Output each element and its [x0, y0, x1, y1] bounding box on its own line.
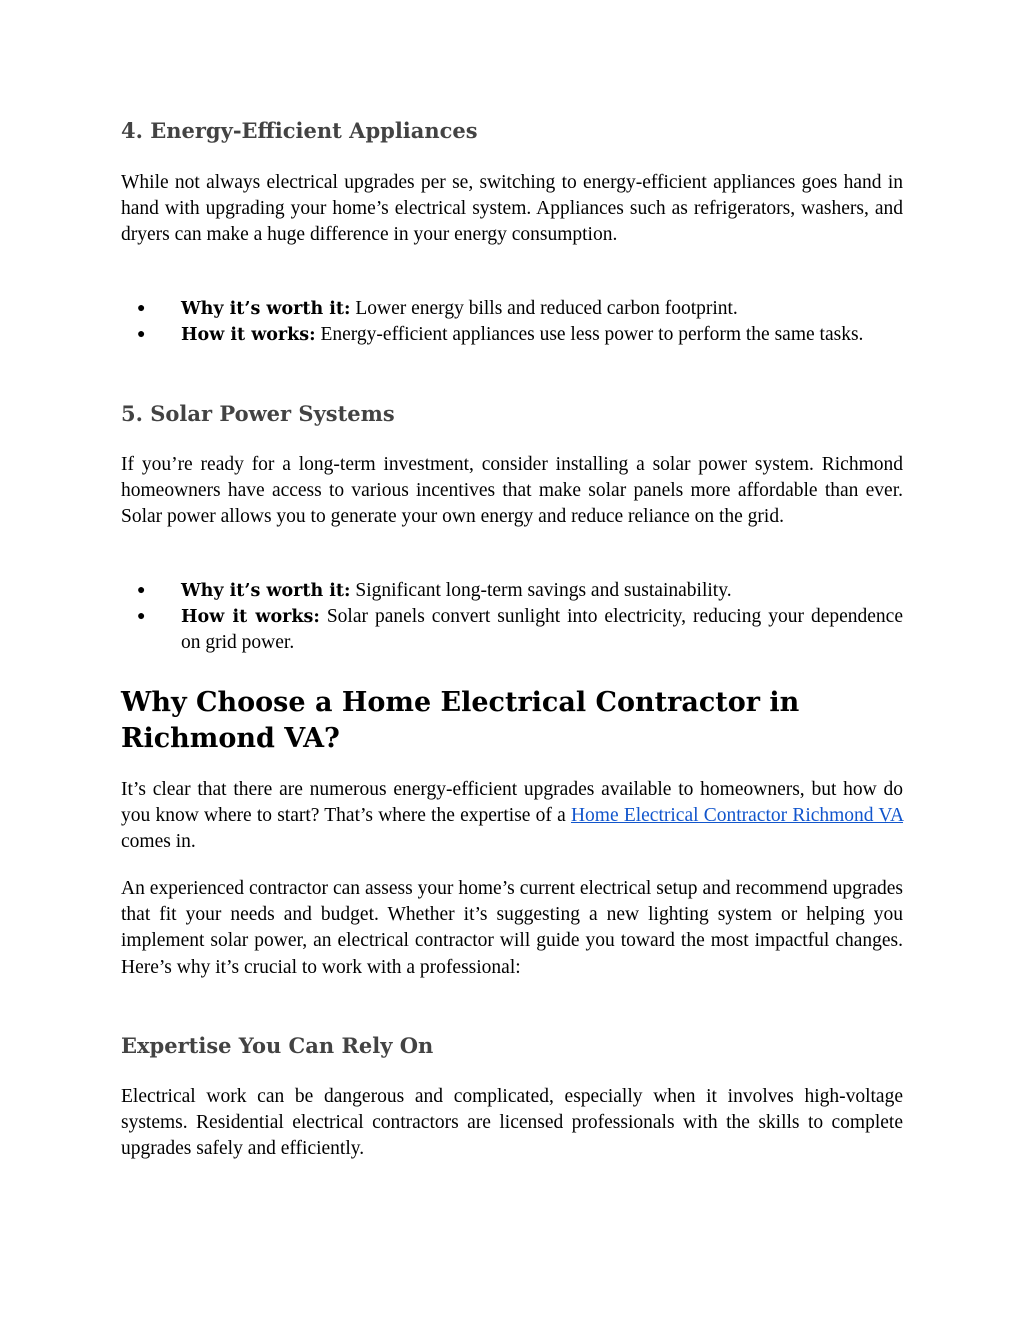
bullet-dot-icon: ●	[137, 583, 146, 598]
list-item	[121, 578, 903, 604]
bullet-label: How it works:	[181, 325, 316, 346]
section-5-paragraph: If you’re ready for a long-term investment, consider installing a solar power system. Richmond homeowners have access to various incentives that make solar panels more affordable than ever. Solar power allows you to generate your own energy and reduce reliance on the grid.	[121, 454, 903, 528]
bullet-dot-icon: ●	[137, 609, 146, 625]
section-5-heading: 5. Solar Power Systems	[121, 401, 395, 426]
bullet-label: Why it’s worth it:	[181, 581, 351, 601]
why-choose-heading: Why Choose a Home Electrical Contractor in Richmond VA?	[121, 687, 800, 754]
expertise-heading: Expertise You Can Rely On	[121, 1033, 434, 1058]
expertise-paragraph: Electrical work can be dangerous and complicated, especially when it involves high-voltage systems. Residential electrical contractors are licensed professionals with the skills to complete upgrades safely and efficiently.	[121, 1086, 903, 1160]
bullet-label: Why it’s worth it:	[181, 299, 351, 319]
bullet-text: Lower energy bills and reduced carbon footprint.	[350, 298, 738, 319]
bullet-text: Solar panels convert sunlight into electricity, reducing your dependence on grid power.	[181, 606, 903, 654]
bullet-dot-icon: ●	[137, 327, 146, 343]
list-item	[121, 322, 903, 348]
section-5-bullet-list	[121, 578, 903, 657]
list-item	[121, 296, 903, 322]
paragraph-text: comes in.	[121, 831, 196, 853]
contractor-link[interactable]: Home Electrical Contractor Richmond VA	[570, 805, 903, 827]
why-choose-paragraph-1	[121, 777, 903, 856]
bullet-label: How it works:	[181, 607, 320, 628]
section-4-paragraph: While not always electrical upgrades per se, switching to energy-efficient appliances goes hand in hand with upgrading your home’s electrical system. Appliances such as refrigerators, washers, and dryers can make a huge difference in your energy consumption.	[121, 172, 903, 246]
section-4-heading: 4. Energy-Efficient Appliances	[121, 118, 478, 143]
bullet-text: Energy-efficient appliances use less power to perform the same tasks.	[315, 324, 864, 346]
paragraph-text: It’s clear that there are numerous energy-efficient upgrades available to homeowners, but how do you know where to start? That’s where the expertise of a	[121, 779, 903, 827]
section-4-bullet-list	[121, 296, 903, 348]
bullet-dot-icon: ●	[137, 301, 146, 316]
list-item	[121, 604, 903, 656]
bullet-text: Significant long-term savings and sustainability.	[350, 580, 732, 601]
why-choose-paragraph-2: An experienced contractor can assess your home’s current electrical setup and recommend upgrades that fit your needs and budget. Whether it’s suggesting a new lighting system or helping you implement solar power, an electrical contractor will guide you toward the most impactful changes. Here’s why it’s crucial to work with a professional:	[121, 878, 903, 978]
